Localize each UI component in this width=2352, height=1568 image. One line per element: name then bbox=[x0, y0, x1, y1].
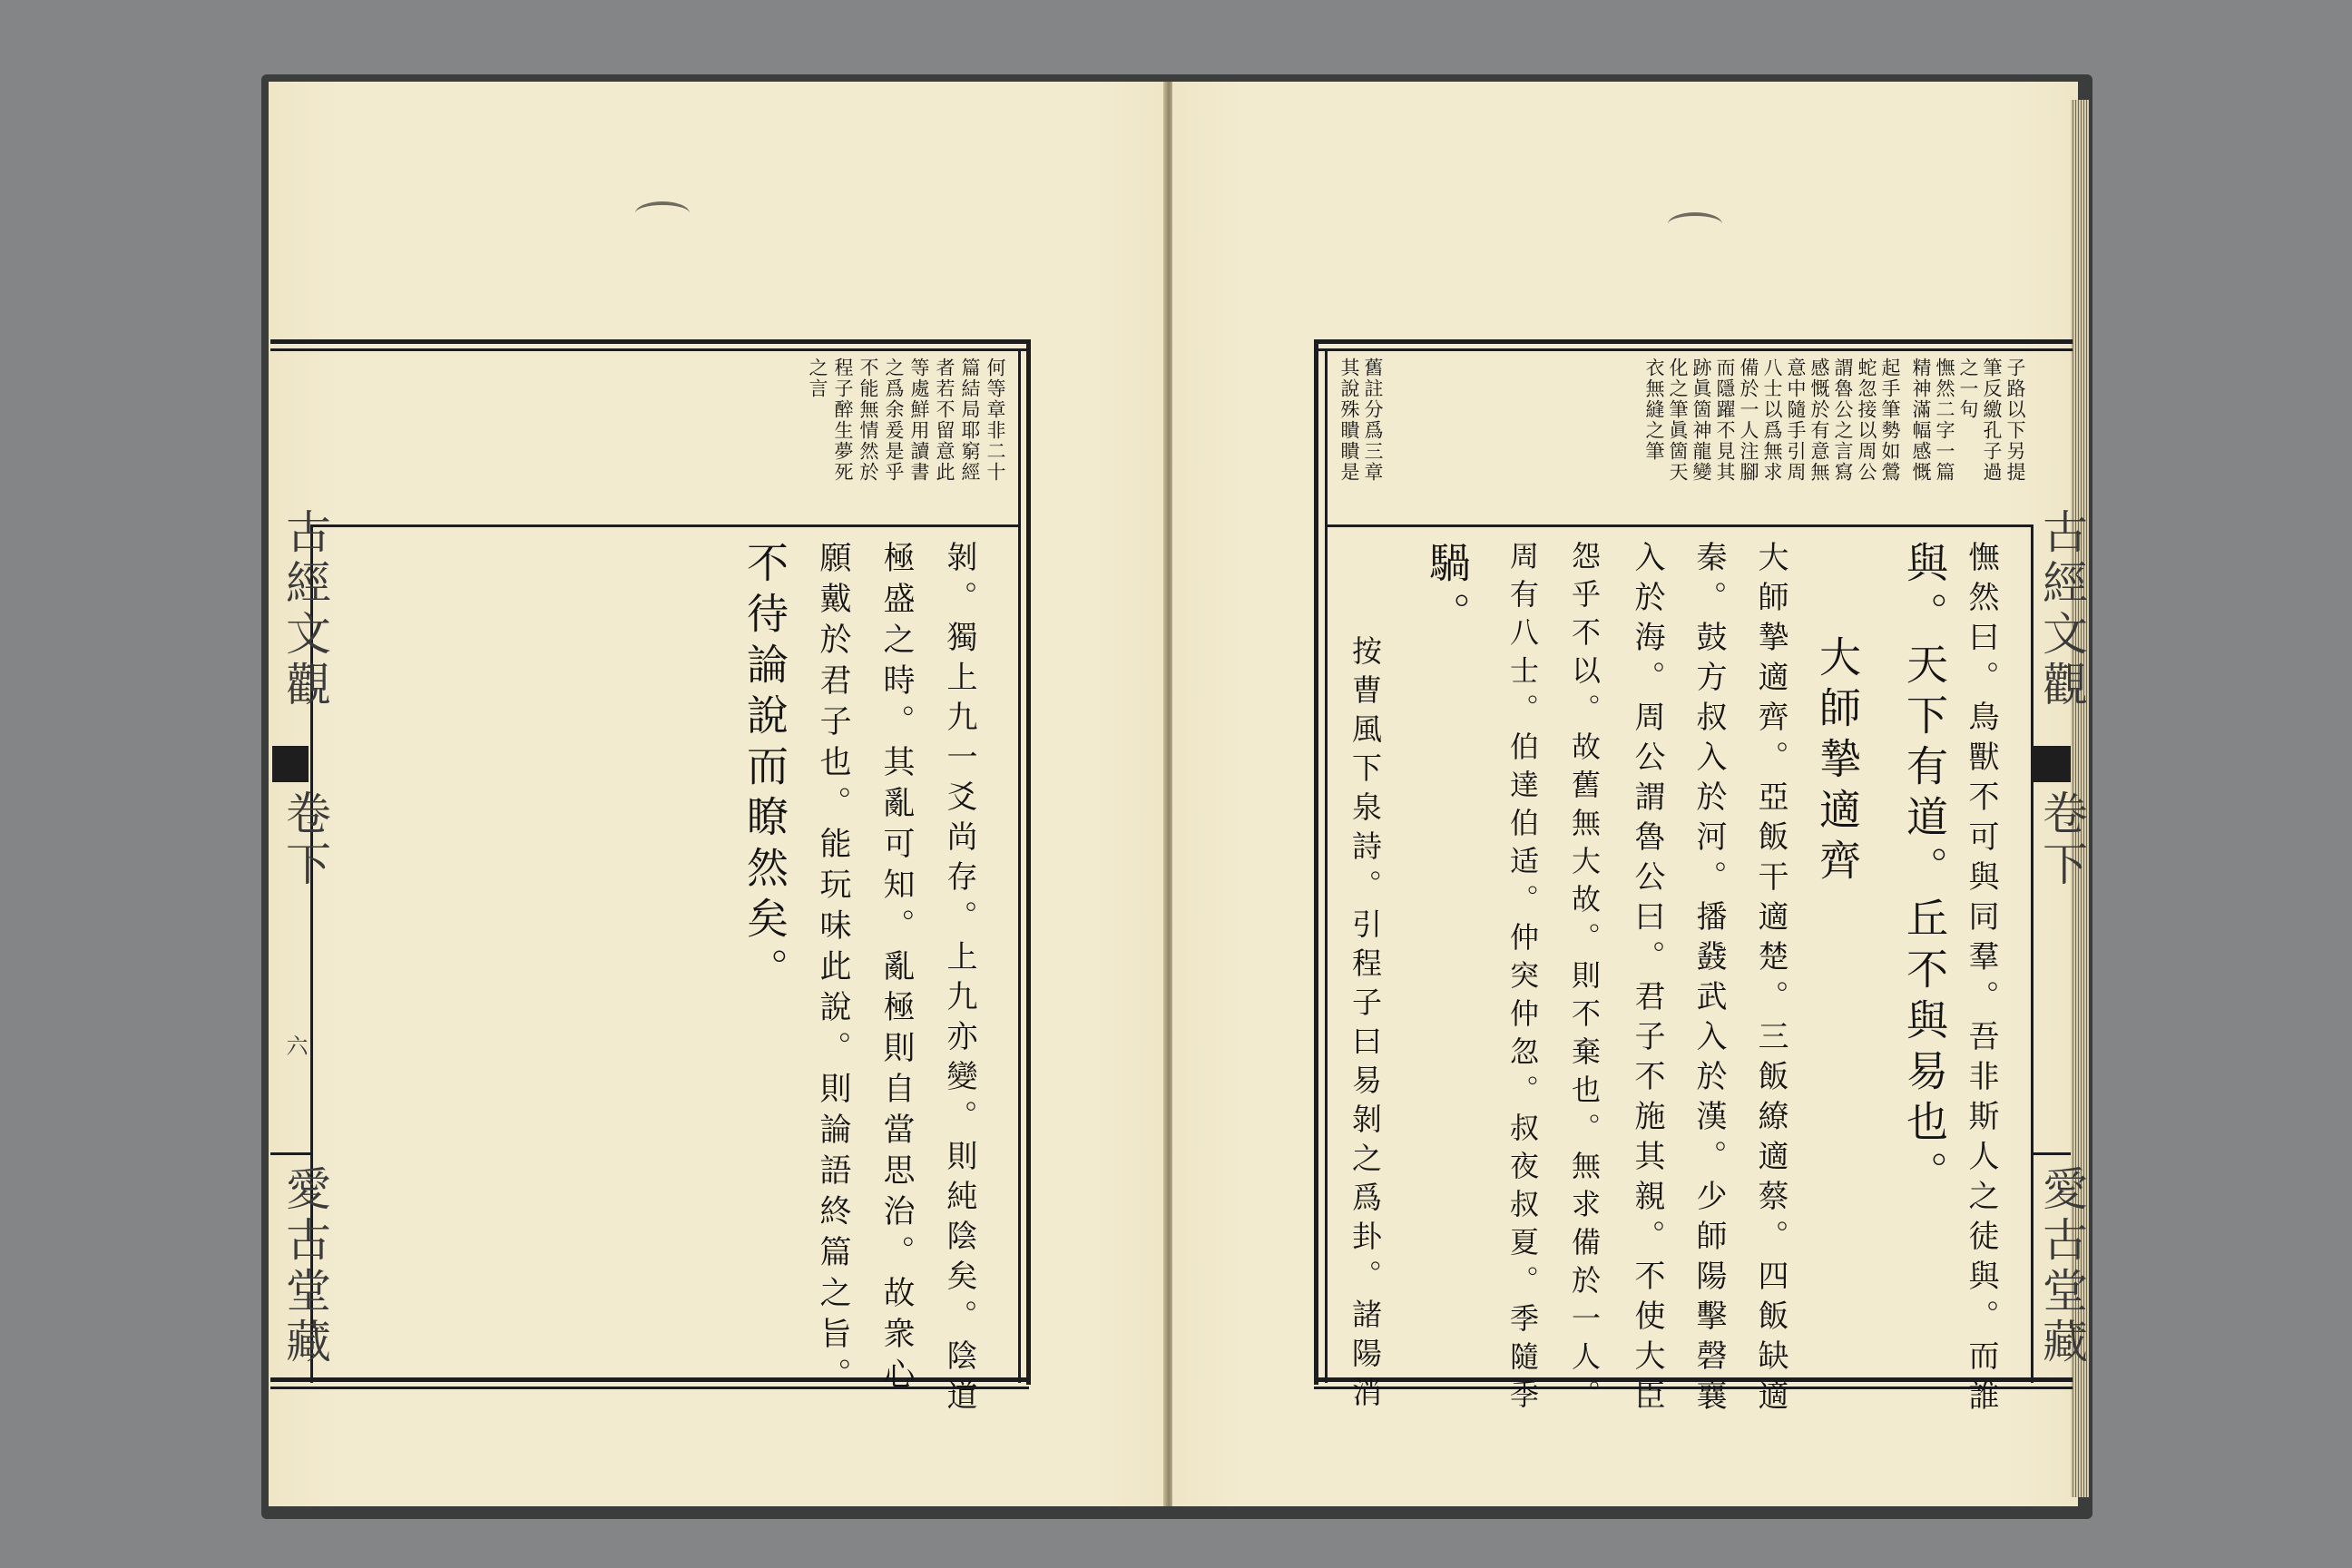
headnote-column: 精神滿幅感慨 bbox=[1910, 358, 1932, 483]
headnote-column: 不能無情然於 bbox=[858, 358, 879, 483]
headnote-column: 篇結局耶窮經 bbox=[959, 358, 981, 483]
spine-divider bbox=[270, 1152, 310, 1155]
headnote-column: 之一句 bbox=[1957, 358, 1979, 420]
text-column: 按曹風下泉詩。引程子曰易剝之爲卦。諸陽消 bbox=[1348, 635, 1383, 1416]
spine-title: 古經文觀 bbox=[279, 508, 331, 711]
text-column: 騧。 bbox=[1423, 541, 1472, 642]
left-outer-rule-thick bbox=[1026, 339, 1031, 1385]
headnote-column: 備於一人注腳 bbox=[1738, 358, 1759, 483]
text-column: 大師摯適齊。亞飯干適楚。三飯繚適蔡。四飯缺適 bbox=[1752, 541, 1788, 1419]
text-column: 秦。鼓方叔入於河。播鼗武入於漢。少師陽擊磬襄 bbox=[1690, 541, 1727, 1419]
page-number: 六 bbox=[282, 1034, 308, 1056]
ink-mark bbox=[635, 201, 690, 225]
text-column: 願戴於君子也。能玩味此說。則論語終篇之旨。 bbox=[815, 541, 851, 1398]
right-top-rule bbox=[1314, 339, 2073, 344]
headnote-column: 舊註分爲三章 bbox=[1362, 358, 1384, 483]
spine-fishtail bbox=[272, 746, 309, 782]
headnote-column: 化之筆眞箇天 bbox=[1667, 358, 1689, 483]
headnote-column: 等處鮮用讀書 bbox=[908, 358, 930, 483]
spine-volume: 卷下 bbox=[279, 789, 331, 891]
ink-mark bbox=[1668, 212, 1722, 236]
right-outer-rule bbox=[1325, 348, 1328, 1383]
text-column: 入於海。周公謂魯公曰。君子不施其親。不使大臣 bbox=[1629, 541, 1665, 1419]
headnote-column: 何等章非二十 bbox=[985, 358, 1006, 483]
left-bottom-rule-inner bbox=[270, 1387, 1029, 1389]
headnote-column: 筆反繳孔子過 bbox=[1981, 358, 2003, 483]
right-headnote-rule bbox=[1325, 524, 2033, 527]
spine-volume: 卷下 bbox=[2035, 789, 2088, 891]
spine-divider bbox=[2031, 1152, 2071, 1155]
headnote-column: 起手筆勢如鶯 bbox=[1879, 358, 1901, 483]
headnote-column: 感慨於有意無 bbox=[1808, 358, 1830, 483]
left-headnote-rule bbox=[310, 524, 1020, 527]
headnote-column: 蛇忽接以周公 bbox=[1856, 358, 1877, 483]
headnote-column: 憮然二字一篇 bbox=[1934, 358, 1955, 483]
headnote-column: 八士以爲無求 bbox=[1761, 358, 1783, 483]
text-column: 與。天下有道。丘不與易也。 bbox=[1900, 541, 1949, 1201]
left-top-rule-inner bbox=[270, 348, 1029, 351]
headnote-column: 之言 bbox=[807, 358, 828, 399]
section-heading: 大師摯適齊 bbox=[1813, 635, 1862, 889]
headnote-column: 其說殊瞶瞶是 bbox=[1338, 358, 1360, 483]
text-column: 怨乎不以。故舊無大故。則不棄也。無求備於一人。 bbox=[1567, 541, 1602, 1417]
headnote-column: 謂魯公之言寫 bbox=[1832, 358, 1854, 483]
right-top-rule-inner bbox=[1314, 348, 2073, 351]
spine-title: 古經文觀 bbox=[2035, 508, 2088, 711]
spine-fishtail bbox=[2031, 746, 2071, 782]
text-column: 憮然曰。鳥獸不可與同羣。吾非斯人之徒與。而誰 bbox=[1963, 541, 1999, 1419]
left-bottom-rule bbox=[270, 1377, 1029, 1382]
spine-publisher: 愛古堂藏 bbox=[279, 1165, 331, 1368]
text-column: 極盛之時。其亂可知。亂極則自當思治。故衆心 bbox=[878, 541, 915, 1398]
headnote-column: 跡眞箇神龍變 bbox=[1690, 358, 1712, 483]
text-column: 周有八士。伯達伯适。仲突仲忽。叔夜叔夏。季隨季 bbox=[1505, 541, 1540, 1417]
left-top-rule bbox=[270, 339, 1029, 344]
headnote-column: 衣無縫之筆 bbox=[1643, 358, 1665, 462]
headnote-column: 程子醉生夢死 bbox=[832, 358, 854, 483]
text-column: 剝。獨上九一爻尚存。上九亦變。則純陰矣。陰道 bbox=[941, 541, 977, 1419]
spine-publisher: 愛古堂藏 bbox=[2035, 1165, 2088, 1368]
text-column: 不待論說而瞭然矣。 bbox=[740, 541, 789, 998]
right-outer-rule-thick bbox=[1314, 339, 1318, 1385]
headnote-column: 而隱躍不見其 bbox=[1714, 358, 1736, 483]
headnote-column: 之爲余爰是乎 bbox=[883, 358, 905, 483]
headnote-column: 意中隨手引周 bbox=[1785, 358, 1807, 483]
headnote-column: 子路以下另提 bbox=[2004, 358, 2026, 483]
headnote-column: 者若不留意此 bbox=[934, 358, 956, 483]
left-outer-rule bbox=[1018, 348, 1021, 1383]
